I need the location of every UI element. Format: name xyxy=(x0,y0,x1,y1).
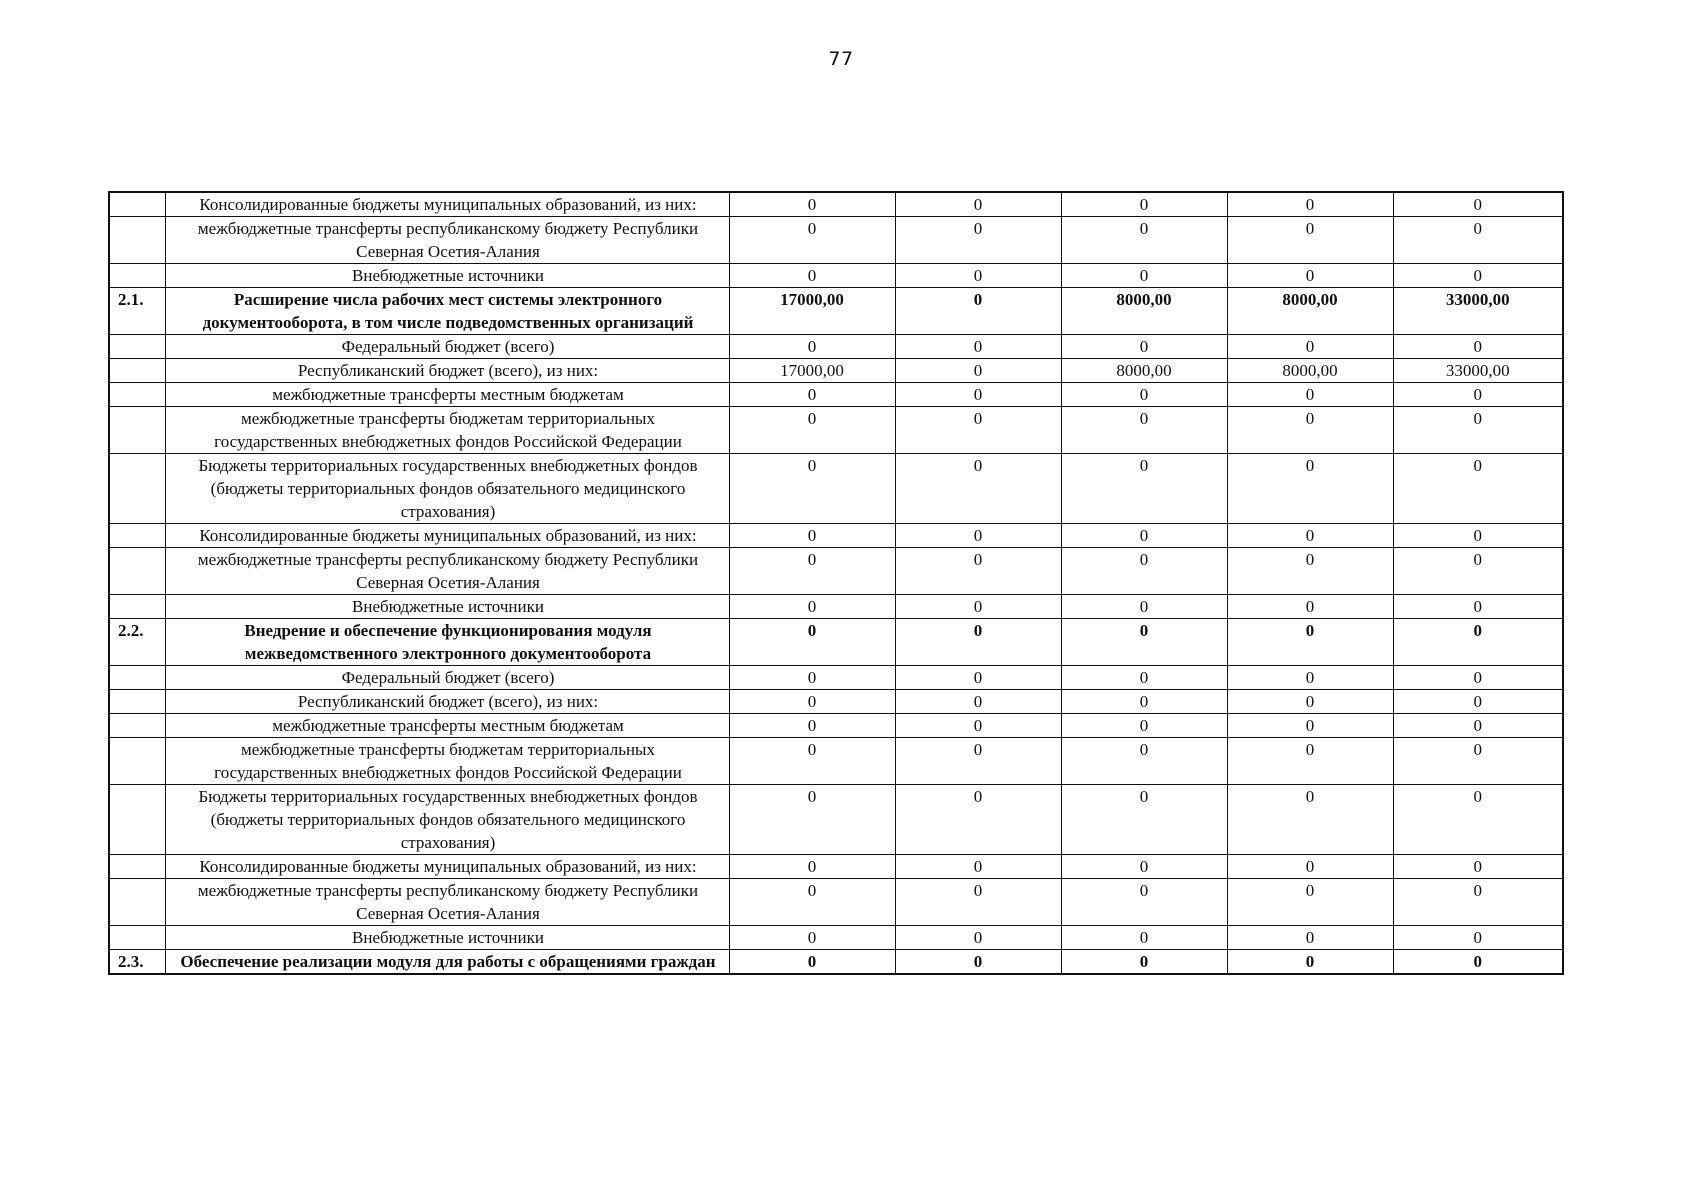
row-number-cell xyxy=(109,595,165,619)
value-cell-year-3: 0 xyxy=(1061,738,1227,785)
value-cell-year-4: 0 xyxy=(1227,666,1393,690)
value-cell-year-1: 0 xyxy=(729,690,895,714)
table-row xyxy=(109,690,1563,714)
row-number-cell xyxy=(109,690,165,714)
value-cell-year-5: 0 xyxy=(1393,335,1563,359)
value-cell-year-5: 0 xyxy=(1393,666,1563,690)
value-cell-year-1: 0 xyxy=(729,335,895,359)
row-name-cell: Расширение числа рабочих мест системы электронного документооборота, в том числе подведомственных организаций xyxy=(165,288,729,335)
value-cell-year-3: 0 xyxy=(1061,926,1227,950)
value-cell-year-4: 0 xyxy=(1227,738,1393,785)
value-cell-year-3: 0 xyxy=(1061,619,1227,666)
value-cell-year-3: 0 xyxy=(1061,335,1227,359)
row-number-cell xyxy=(109,666,165,690)
value-cell-year-3: 0 xyxy=(1061,454,1227,524)
table-row xyxy=(109,714,1563,738)
table-row xyxy=(109,335,1563,359)
value-cell-year-5: 0 xyxy=(1393,619,1563,666)
row-number-cell xyxy=(109,855,165,879)
row-name-cell: Консолидированные бюджеты муниципальных образований, из них: xyxy=(165,855,729,879)
value-cell-year-3: 0 xyxy=(1061,264,1227,288)
row-name-cell: межбюджетные трансферты республиканскому бюджету Республики Северная Осетия-Алания xyxy=(165,548,729,595)
table-row xyxy=(109,359,1563,383)
table-row xyxy=(109,855,1563,879)
value-cell-year-2: 0 xyxy=(895,264,1061,288)
value-cell-year-4: 8000,00 xyxy=(1227,288,1393,335)
value-cell-year-5: 33000,00 xyxy=(1393,288,1563,335)
value-cell-year-1: 0 xyxy=(729,264,895,288)
row-number-cell xyxy=(109,785,165,855)
value-cell-year-3: 8000,00 xyxy=(1061,288,1227,335)
value-cell-year-4: 0 xyxy=(1227,335,1393,359)
value-cell-year-1: 0 xyxy=(729,548,895,595)
row-name-cell: Консолидированные бюджеты муниципальных образований, из них: xyxy=(165,524,729,548)
value-cell-year-4: 0 xyxy=(1227,383,1393,407)
value-cell-year-1: 0 xyxy=(729,524,895,548)
table-row xyxy=(109,785,1563,855)
value-cell-year-1: 17000,00 xyxy=(729,288,895,335)
table-row xyxy=(109,192,1563,217)
value-cell-year-5: 0 xyxy=(1393,595,1563,619)
row-name-cell: Внедрение и обеспечение функционирования модуля межведомственного электронного документооборота xyxy=(165,619,729,666)
row-name-cell: Консолидированные бюджеты муниципальных образований, из них: xyxy=(165,192,729,217)
value-cell-year-5: 0 xyxy=(1393,690,1563,714)
value-cell-year-2: 0 xyxy=(895,595,1061,619)
value-cell-year-2: 0 xyxy=(895,335,1061,359)
value-cell-year-3: 0 xyxy=(1061,666,1227,690)
table-body xyxy=(109,192,1563,974)
value-cell-year-3: 0 xyxy=(1061,950,1227,975)
value-cell-year-1: 0 xyxy=(729,785,895,855)
row-number-cell xyxy=(109,714,165,738)
row-name-cell: Внебюджетные источники xyxy=(165,926,729,950)
value-cell-year-2: 0 xyxy=(895,383,1061,407)
row-number-cell: 2.2. xyxy=(109,619,165,666)
row-name-cell: Федеральный бюджет (всего) xyxy=(165,335,729,359)
row-number-cell xyxy=(109,383,165,407)
value-cell-year-4: 0 xyxy=(1227,714,1393,738)
row-name-cell: межбюджетные трансферты бюджетам территориальных государственных внебюджетных фондов Российской Федерации xyxy=(165,738,729,785)
value-cell-year-2: 0 xyxy=(895,855,1061,879)
value-cell-year-2: 0 xyxy=(895,217,1061,264)
value-cell-year-2: 0 xyxy=(895,524,1061,548)
value-cell-year-4: 0 xyxy=(1227,217,1393,264)
row-number-cell xyxy=(109,879,165,926)
value-cell-year-3: 8000,00 xyxy=(1061,359,1227,383)
value-cell-year-3: 0 xyxy=(1061,714,1227,738)
table-row xyxy=(109,454,1563,524)
value-cell-year-5: 0 xyxy=(1393,950,1563,975)
row-name-cell: межбюджетные трансферты республиканскому бюджету Республики Северная Осетия-Алания xyxy=(165,879,729,926)
value-cell-year-4: 0 xyxy=(1227,192,1393,217)
value-cell-year-3: 0 xyxy=(1061,690,1227,714)
table-row xyxy=(109,383,1563,407)
value-cell-year-5: 0 xyxy=(1393,192,1563,217)
value-cell-year-4: 0 xyxy=(1227,524,1393,548)
value-cell-year-4: 0 xyxy=(1227,595,1393,619)
value-cell-year-5: 0 xyxy=(1393,714,1563,738)
value-cell-year-5: 0 xyxy=(1393,855,1563,879)
row-number-cell xyxy=(109,359,165,383)
value-cell-year-4: 0 xyxy=(1227,950,1393,975)
row-number-cell xyxy=(109,926,165,950)
value-cell-year-5: 0 xyxy=(1393,785,1563,855)
value-cell-year-5: 0 xyxy=(1393,454,1563,524)
value-cell-year-2: 0 xyxy=(895,950,1061,975)
value-cell-year-5: 0 xyxy=(1393,738,1563,785)
table-row xyxy=(109,619,1563,666)
row-number-cell xyxy=(109,192,165,217)
row-number-cell xyxy=(109,548,165,595)
value-cell-year-1: 0 xyxy=(729,619,895,666)
value-cell-year-4: 0 xyxy=(1227,548,1393,595)
value-cell-year-1: 0 xyxy=(729,383,895,407)
table-row xyxy=(109,595,1563,619)
row-name-cell: Внебюджетные источники xyxy=(165,595,729,619)
value-cell-year-2: 0 xyxy=(895,407,1061,454)
value-cell-year-2: 0 xyxy=(895,192,1061,217)
page-number: 77 xyxy=(828,48,854,70)
row-number-cell xyxy=(109,217,165,264)
value-cell-year-1: 0 xyxy=(729,738,895,785)
value-cell-year-3: 0 xyxy=(1061,383,1227,407)
value-cell-year-4: 0 xyxy=(1227,855,1393,879)
row-name-cell: Республиканский бюджет (всего), из них: xyxy=(165,690,729,714)
value-cell-year-4: 0 xyxy=(1227,785,1393,855)
row-number-cell xyxy=(109,524,165,548)
value-cell-year-4: 0 xyxy=(1227,690,1393,714)
value-cell-year-4: 0 xyxy=(1227,879,1393,926)
table-row xyxy=(109,738,1563,785)
value-cell-year-2: 0 xyxy=(895,926,1061,950)
row-number-cell: 2.1. xyxy=(109,288,165,335)
row-number-cell xyxy=(109,335,165,359)
value-cell-year-2: 0 xyxy=(895,619,1061,666)
table-row xyxy=(109,407,1563,454)
table-row xyxy=(109,264,1563,288)
value-cell-year-1: 0 xyxy=(729,666,895,690)
row-name-cell: Федеральный бюджет (всего) xyxy=(165,666,729,690)
value-cell-year-3: 0 xyxy=(1061,524,1227,548)
value-cell-year-4: 0 xyxy=(1227,407,1393,454)
value-cell-year-1: 0 xyxy=(729,407,895,454)
row-number-cell: 2.3. xyxy=(109,950,165,975)
value-cell-year-1: 0 xyxy=(729,855,895,879)
value-cell-year-5: 0 xyxy=(1393,217,1563,264)
value-cell-year-4: 0 xyxy=(1227,454,1393,524)
row-name-cell: Обеспечение реализации модуля для работы с обращениями граждан xyxy=(165,950,729,975)
value-cell-year-2: 0 xyxy=(895,666,1061,690)
table-row xyxy=(109,926,1563,950)
row-number-cell xyxy=(109,264,165,288)
value-cell-year-3: 0 xyxy=(1061,192,1227,217)
value-cell-year-3: 0 xyxy=(1061,595,1227,619)
value-cell-year-5: 0 xyxy=(1393,524,1563,548)
row-name-cell: межбюджетные трансферты местным бюджетам xyxy=(165,714,729,738)
table-row xyxy=(109,879,1563,926)
value-cell-year-1: 0 xyxy=(729,714,895,738)
value-cell-year-5: 0 xyxy=(1393,407,1563,454)
value-cell-year-2: 0 xyxy=(895,288,1061,335)
value-cell-year-3: 0 xyxy=(1061,855,1227,879)
value-cell-year-2: 0 xyxy=(895,785,1061,855)
row-name-cell: Республиканский бюджет (всего), из них: xyxy=(165,359,729,383)
value-cell-year-4: 0 xyxy=(1227,264,1393,288)
value-cell-year-2: 0 xyxy=(895,359,1061,383)
value-cell-year-1: 0 xyxy=(729,950,895,975)
table-row xyxy=(109,666,1563,690)
value-cell-year-2: 0 xyxy=(895,454,1061,524)
value-cell-year-4: 8000,00 xyxy=(1227,359,1393,383)
table-row xyxy=(109,950,1563,975)
value-cell-year-1: 0 xyxy=(729,217,895,264)
row-name-cell: межбюджетные трансферты бюджетам территориальных государственных внебюджетных фондов Российской Федерации xyxy=(165,407,729,454)
table-row xyxy=(109,524,1563,548)
value-cell-year-5: 0 xyxy=(1393,879,1563,926)
value-cell-year-2: 0 xyxy=(895,548,1061,595)
value-cell-year-1: 0 xyxy=(729,595,895,619)
row-name-cell: Бюджеты территориальных государственных внебюджетных фондов (бюджеты территориальных фондов обязательного медицинского страхования) xyxy=(165,785,729,855)
row-name-cell: Внебюджетные источники xyxy=(165,264,729,288)
value-cell-year-1: 0 xyxy=(729,926,895,950)
row-name-cell: межбюджетные трансферты республиканскому бюджету Республики Северная Осетия-Алания xyxy=(165,217,729,264)
value-cell-year-5: 0 xyxy=(1393,926,1563,950)
value-cell-year-4: 0 xyxy=(1227,619,1393,666)
row-number-cell xyxy=(109,407,165,454)
value-cell-year-5: 0 xyxy=(1393,383,1563,407)
budget-table xyxy=(108,191,1564,975)
value-cell-year-5: 0 xyxy=(1393,264,1563,288)
value-cell-year-3: 0 xyxy=(1061,879,1227,926)
row-number-cell xyxy=(109,738,165,785)
value-cell-year-3: 0 xyxy=(1061,785,1227,855)
row-name-cell: Бюджеты территориальных государственных внебюджетных фондов (бюджеты территориальных фондов обязательного медицинского страхования) xyxy=(165,454,729,524)
value-cell-year-2: 0 xyxy=(895,714,1061,738)
table-row xyxy=(109,217,1563,264)
value-cell-year-1: 0 xyxy=(729,192,895,217)
value-cell-year-5: 33000,00 xyxy=(1393,359,1563,383)
value-cell-year-1: 17000,00 xyxy=(729,359,895,383)
value-cell-year-5: 0 xyxy=(1393,548,1563,595)
value-cell-year-3: 0 xyxy=(1061,217,1227,264)
value-cell-year-2: 0 xyxy=(895,879,1061,926)
value-cell-year-1: 0 xyxy=(729,879,895,926)
value-cell-year-2: 0 xyxy=(895,690,1061,714)
value-cell-year-3: 0 xyxy=(1061,548,1227,595)
value-cell-year-3: 0 xyxy=(1061,407,1227,454)
value-cell-year-1: 0 xyxy=(729,454,895,524)
table-row xyxy=(109,548,1563,595)
row-name-cell: межбюджетные трансферты местным бюджетам xyxy=(165,383,729,407)
table-row xyxy=(109,288,1563,335)
value-cell-year-2: 0 xyxy=(895,738,1061,785)
row-number-cell xyxy=(109,454,165,524)
value-cell-year-4: 0 xyxy=(1227,926,1393,950)
